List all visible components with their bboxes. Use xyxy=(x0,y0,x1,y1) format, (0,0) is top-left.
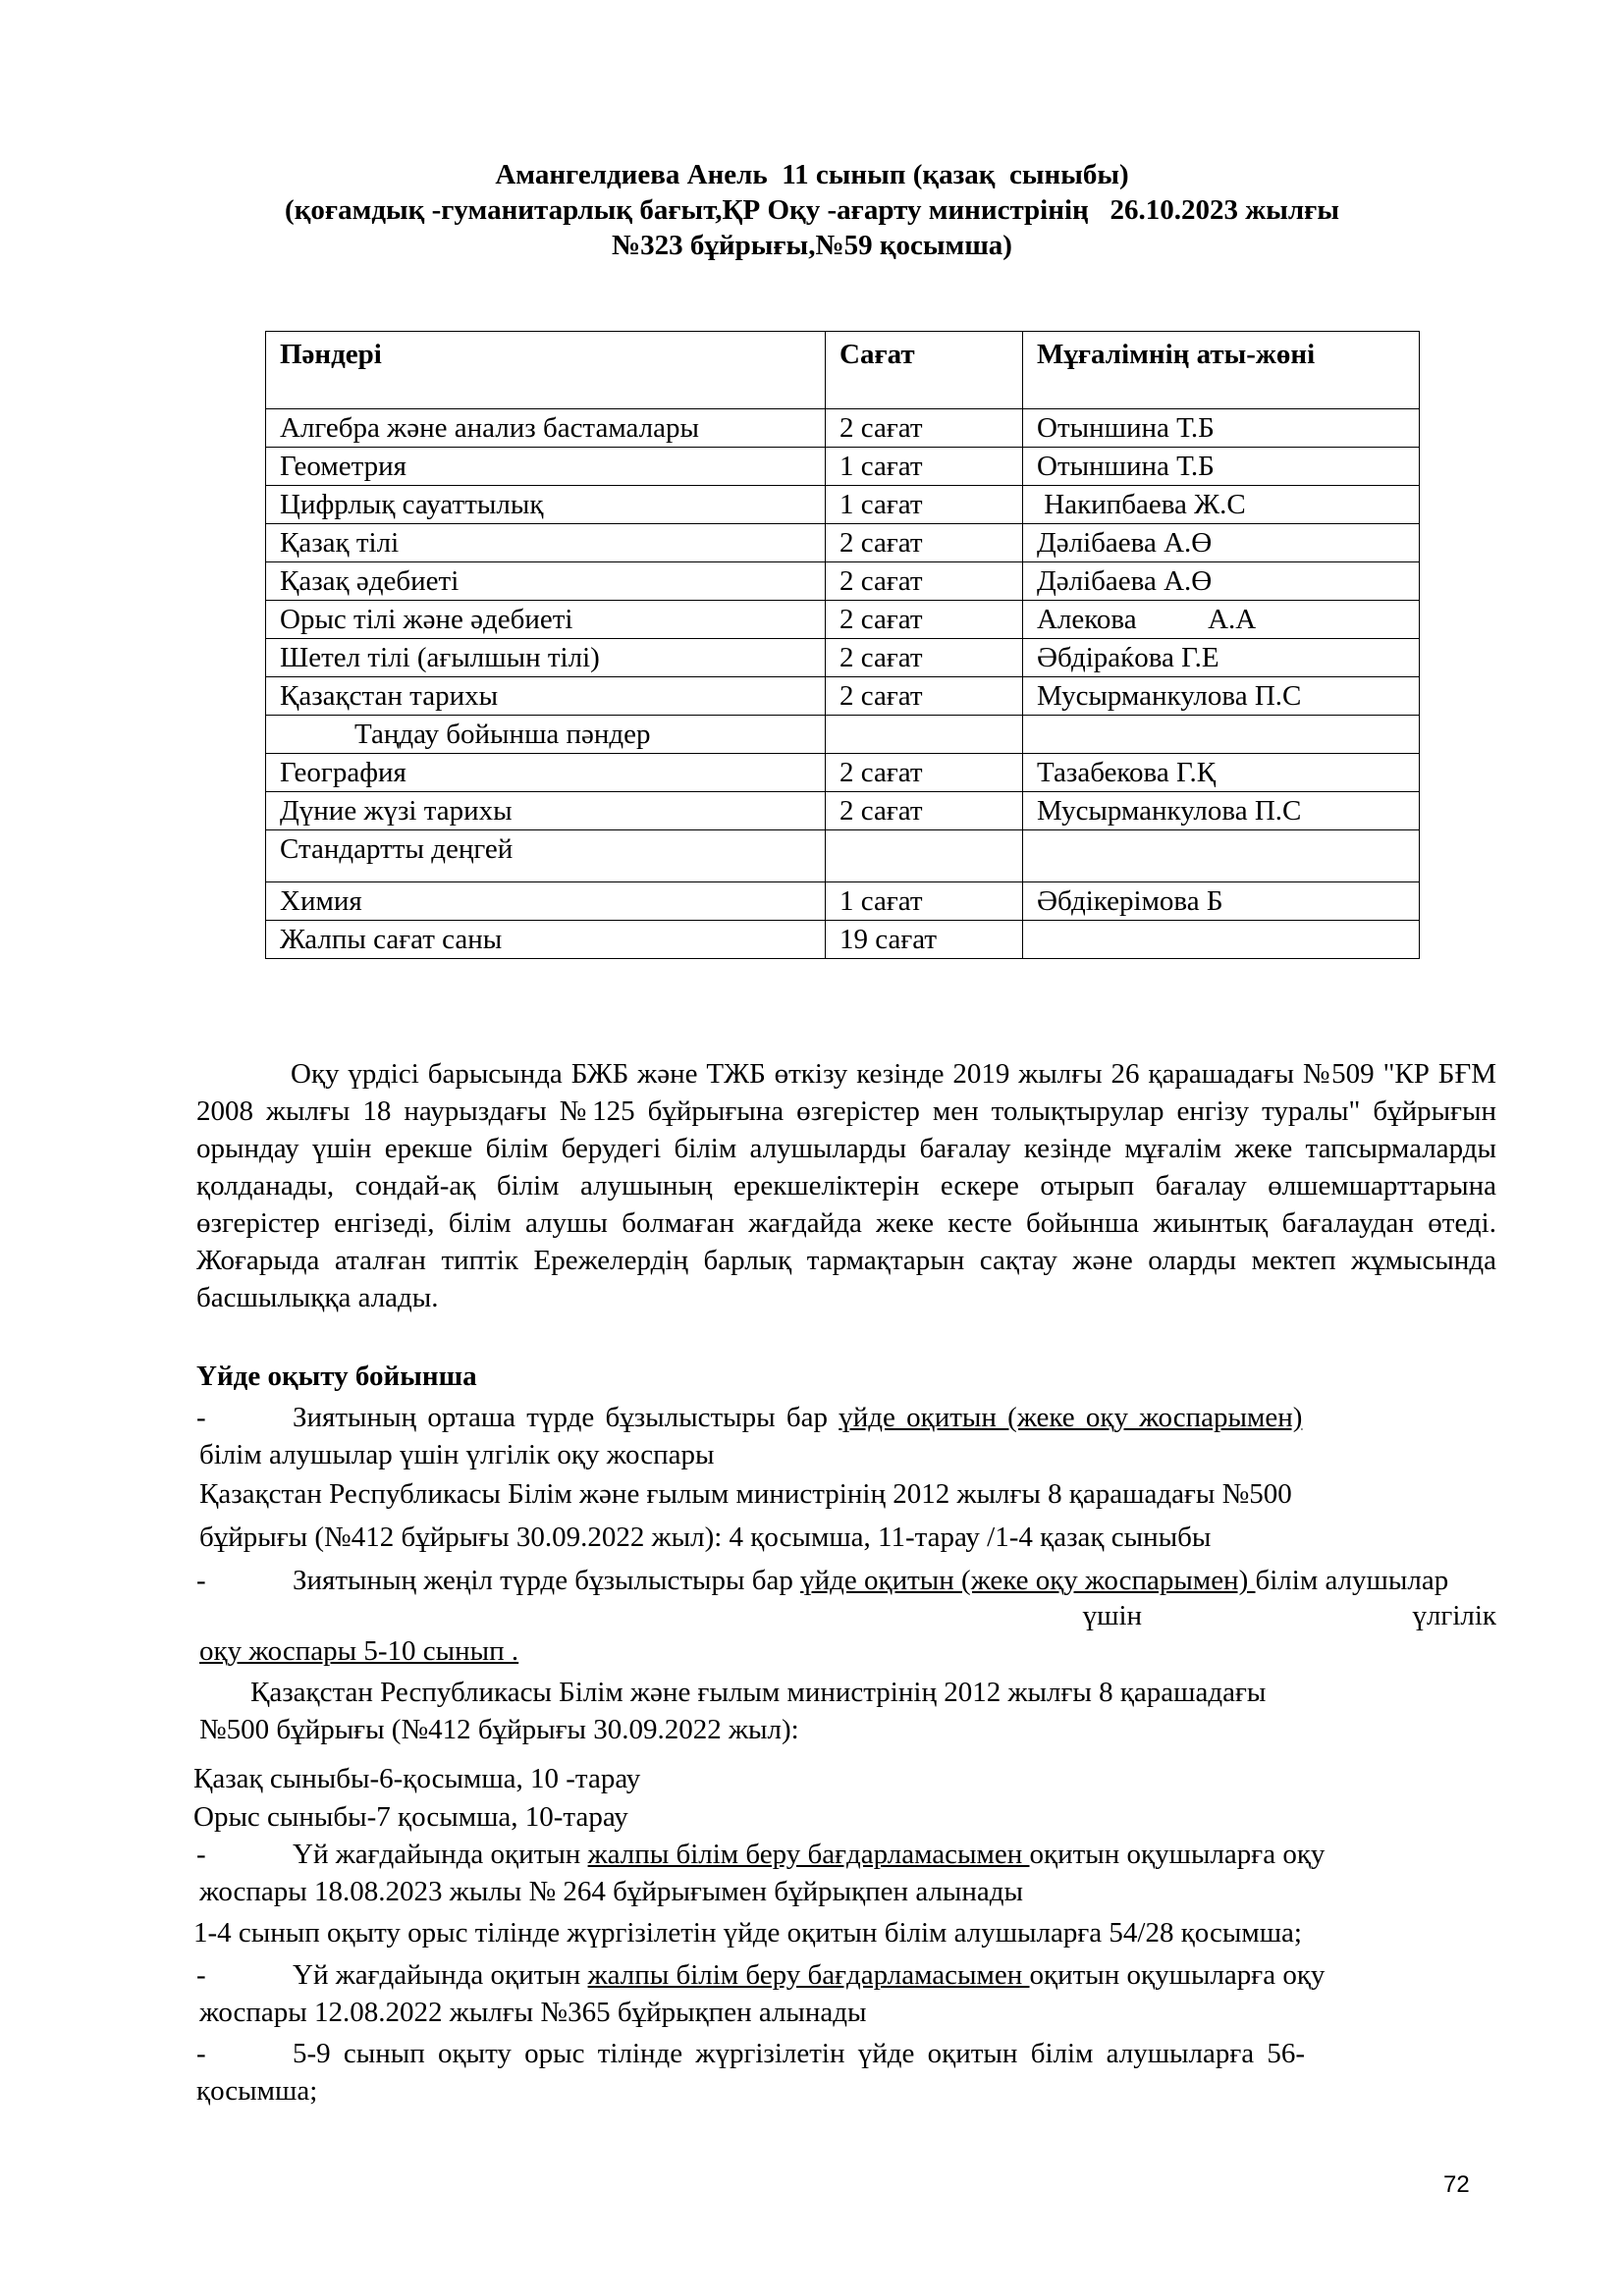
item-3-text-b: оқитын оқушыларға оқу xyxy=(1029,1839,1326,1870)
teacher-cell: Әбдіраќова Г.Е xyxy=(1023,639,1420,677)
subject-cell: Қазақстан тарихы xyxy=(266,677,826,716)
subject-cell: География xyxy=(266,754,826,792)
table-row xyxy=(266,639,1420,677)
hours-cell: 2 сағат xyxy=(826,409,1023,448)
item-5 xyxy=(196,2035,1496,2109)
subject-cell: Шетел тілі (ағылшын тілі) xyxy=(266,639,826,677)
subject-cell: Дүние жүзі тарихы xyxy=(266,792,826,830)
teacher-cell xyxy=(1023,830,1420,882)
teacher-cell: Мусырманкулова П.С xyxy=(1023,677,1420,716)
teacher-cell: Отыншина Т.Б xyxy=(1023,448,1420,486)
subject-cell: Жалпы сағат саны xyxy=(266,921,826,959)
subject-cell: Геометрия xyxy=(266,448,826,486)
page-number: 72 xyxy=(1443,2171,1470,2198)
title-line-1: Амангелдиева Анель 11 сынып (қазақ сыныбы) xyxy=(495,159,1129,190)
subject-cell: Химия xyxy=(266,882,826,921)
teacher-cell: Дәлібаева А.Ө xyxy=(1023,524,1420,562)
assessment-paragraph: Оқу үрдісі барысында БЖБ және ТЖБ өткізу кезінде 2019 жылғы 26 қарашадағы №509 "КР БҒМ 2008 жылғы 18 наурыздағы №125 бұйрығына өзгерістер мен толықтырулар енгізу туралы" бұйрығын орындау үшін ерекше білім берудегі білім алушыларды бағалау кезінде мұғалім жеке тапсырмаларды қолданады, сондай-ақ білім алушының ерекшеліктерін ескере отырып бағалау өлшемшарттарына өзгерістер енгізеді, білім алушы болмаған жағдайда жеке кесте бойынша жиынтық бағалаудан өтеді. Жоғарыда аталған типтік Ережелердің барлық тармақтарын сақтау және оларды мектеп жұмысында басшылыққа алады. xyxy=(196,1058,1496,1313)
item-2-word-mid: үшін xyxy=(1082,1600,1143,1631)
header-hours: Сағат xyxy=(826,332,1023,409)
item-4-dash: - xyxy=(196,1959,206,1991)
hours-cell: 1 сағат xyxy=(826,448,1023,486)
item-1 xyxy=(196,1399,1496,1473)
item-4-line-2: жоспары 12.08.2022 жылғы №365 бұйрықпен алынады xyxy=(199,1997,867,2028)
item-5-line-1: 5-9 сынып оқыту орыс тілінде жүргізілетін үйде оқитын білім алушыларға 56- xyxy=(293,2038,1306,2069)
item-1-text-b: білім алушылар үшін үлгілік оқу жоспары xyxy=(199,1439,715,1470)
hours-cell xyxy=(826,830,1023,882)
table-row xyxy=(266,792,1420,830)
order-2-line-1: Қазақстан Республикасы Білім және ғылым министрінің 2012 жылғы 8 қарашадағы xyxy=(250,1677,1267,1708)
subject-cell: Қазақ әдебиеті xyxy=(266,562,826,601)
teacher-cell: Әбдікерімова Б xyxy=(1023,882,1420,921)
table-row xyxy=(266,601,1420,639)
item-2 xyxy=(196,1563,1496,1669)
item-3-underlined: жалпы білім беру бағдарламасымен xyxy=(587,1839,1030,1870)
table-row xyxy=(266,524,1420,562)
table-row xyxy=(266,562,1420,601)
item-2-underlined: үйде оқитын (жеке оқу жоспарымен) xyxy=(800,1565,1256,1596)
teacher-cell: Тазабекова Г.Қ xyxy=(1023,754,1420,792)
hours-cell: 2 сағат xyxy=(826,792,1023,830)
item-3-text-a: Үй жағдайында оқитын xyxy=(293,1839,588,1870)
item-2-word-end: үлгілік xyxy=(1412,1600,1496,1631)
teacher-cell: Отыншина Т.Б xyxy=(1023,409,1420,448)
table-row xyxy=(266,409,1420,448)
teacher-cell: Мусырманкулова П.С xyxy=(1023,792,1420,830)
grades-1-4-line: 1-4 сынып оқыту орыс тілінде жүргізілетін үйде оқитын білім алушыларға 54/28 қосымша; xyxy=(193,1917,1302,1949)
item-5-line-2: қосымша; xyxy=(196,2075,318,2107)
hours-cell: 2 сағат xyxy=(826,754,1023,792)
item-2-underlined-2: оқу жоспары 5-10 сынып . xyxy=(199,1635,519,1667)
hours-cell: 2 сағат xyxy=(826,524,1023,562)
item-3-line-2: жоспары 18.08.2023 жылы № 264 бұйрығымен бұйрықпен алынады xyxy=(199,1876,1024,1907)
item-4 xyxy=(196,1956,1496,2031)
section-heading: Үйде оқыту бойынша xyxy=(196,1361,477,1392)
header-subjects: Пәндері xyxy=(266,332,826,409)
hours-cell: 2 сағат xyxy=(826,639,1023,677)
hours-cell: 1 сағат xyxy=(826,486,1023,524)
item-2-dash: - xyxy=(196,1565,206,1596)
teacher-cell: Дәлібаева А.Ө xyxy=(1023,562,1420,601)
order-1 xyxy=(199,1472,1499,1559)
title-line-2: (қоғамдық -гуманитарлық бағыт,ҚР Оқу -ағарту министрінің 26.10.2023 жылғы xyxy=(285,194,1339,226)
table-row xyxy=(266,754,1420,792)
teacher-cell xyxy=(1023,921,1420,959)
item-5-dash: - xyxy=(196,2038,206,2069)
item-1-underlined: үйде оқитын (жеке оқу жоспарымен) xyxy=(839,1402,1303,1433)
header-teacher: Мұғалімнің аты-жөні xyxy=(1023,332,1420,409)
order-2 xyxy=(199,1674,1499,1748)
subject-cell: Цифрлық сауаттылық xyxy=(266,486,826,524)
item-3 xyxy=(196,1836,1496,1910)
item-2-text-b: білім алушылар xyxy=(1255,1565,1449,1596)
item-1-text-a: Зиятының орташа түрде бұзылыстыры бар xyxy=(293,1402,839,1433)
hours-cell xyxy=(826,716,1023,754)
order-2-line-2: №500 бұйрығы (№412 бұйрығы 30.09.2022 жыл): xyxy=(199,1714,799,1745)
hours-cell: 2 сағат xyxy=(826,562,1023,601)
document-title xyxy=(0,157,1624,263)
table-row xyxy=(266,448,1420,486)
title-line-3: №323 бұйрығы,№59 қосымша) xyxy=(612,230,1012,261)
order-1-line-1: Қазақстан Республикасы Білім және ғылым министрінің 2012 жылғы 8 қарашадағы №500 xyxy=(199,1478,1292,1510)
hours-cell: 19 сағат xyxy=(826,921,1023,959)
teacher-cell: Накипбаева Ж.С xyxy=(1023,486,1420,524)
teacher-cell xyxy=(1023,716,1420,754)
table-header-row xyxy=(266,332,1420,409)
order-1-line-2: бұйрығы (№412 бұйрығы 30.09.2022 жыл): 4 қосымша, 11-тарау /1-4 қазақ сыныбы xyxy=(199,1522,1212,1553)
kazakh-class-line: Қазақ сыныбы-6-қосымша, 10 -тарау xyxy=(193,1763,641,1794)
table-row xyxy=(266,830,1420,882)
subject-cell: Таңдау бойынша пәндер xyxy=(266,716,826,754)
table-row xyxy=(266,882,1420,921)
table-row xyxy=(266,486,1420,524)
table-row xyxy=(266,677,1420,716)
item-4-underlined: жалпы білім беру бағдарламасымен xyxy=(587,1959,1030,1991)
russian-class-line: Орыс сыныбы-7 қосымша, 10-тарау xyxy=(193,1801,628,1833)
hours-cell: 1 сағат xyxy=(826,882,1023,921)
hours-cell: 2 сағат xyxy=(826,601,1023,639)
table-row xyxy=(266,716,1420,754)
item-4-text-b: оқитын оқушыларға оқу xyxy=(1029,1959,1326,1991)
item-3-dash: - xyxy=(196,1839,206,1870)
subject-cell: Орыс тілі және әдебиеті xyxy=(266,601,826,639)
subject-cell: Алгебра және анализ бастамалары xyxy=(266,409,826,448)
item-2-text-a: Зиятының жеңіл түрде бұзылыстыры бар xyxy=(293,1565,801,1596)
subject-cell: Стандартты деңгей xyxy=(266,830,826,882)
subject-cell: Қазақ тілі xyxy=(266,524,826,562)
curriculum-table xyxy=(265,331,1420,959)
item-4-text-a: Үй жағдайында оқитын xyxy=(293,1959,588,1991)
table-row xyxy=(266,921,1420,959)
item-1-dash: - xyxy=(196,1402,206,1433)
hours-cell: 2 сағат xyxy=(826,677,1023,716)
teacher-cell: Алекова А.А xyxy=(1023,601,1420,639)
